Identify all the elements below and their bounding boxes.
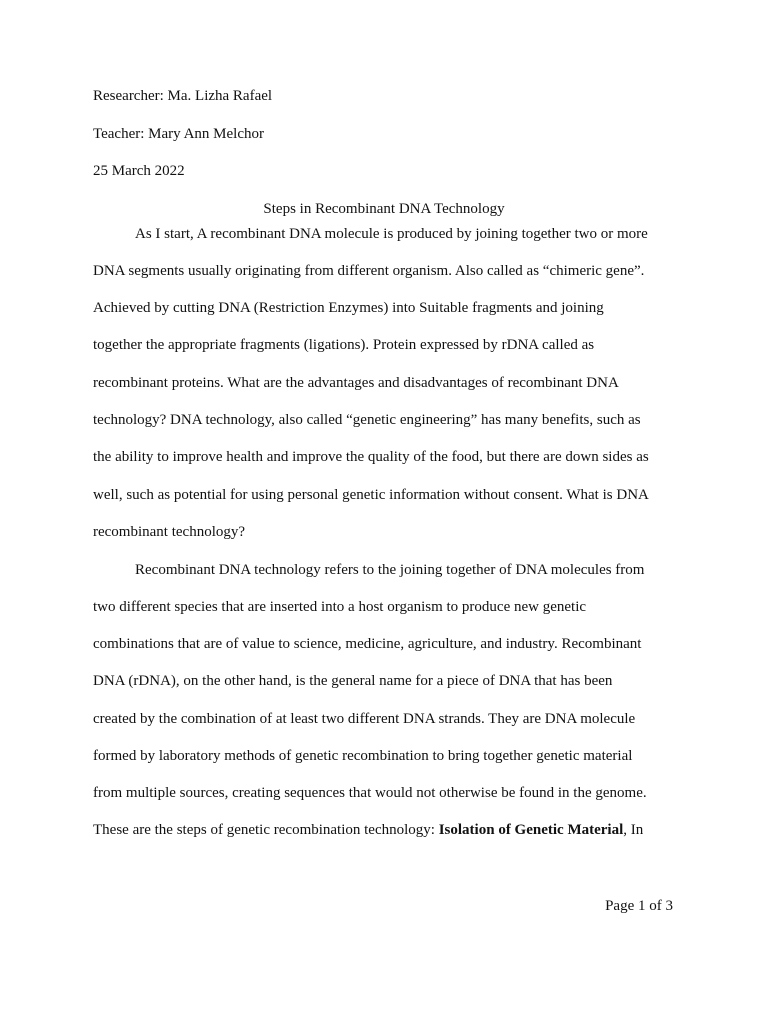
paragraph-line: Achieved by cutting DNA (Restriction Enzymes) into Suitable fragments and joining: [93, 300, 604, 316]
paragraph-line: from multiple sources, creating sequences that would not otherwise be found in the genome.: [93, 785, 647, 801]
paragraph-line: two different species that are inserted into a host organism to produce new genetic: [93, 599, 587, 615]
paragraph-line: DNA (rDNA), on the other hand, is the general name for a piece of DNA that has been: [93, 673, 613, 689]
document-title: Steps in Recombinant DNA Technology: [263, 201, 505, 217]
paragraph-line: formed by laboratory methods of genetic recombination to bring together genetic material: [93, 748, 633, 764]
paragraph-line: together the appropriate fragments (ligations). Protein expressed by rDNA called as: [93, 337, 595, 353]
paragraph-line: recombinant proteins. What are the advantages and disadvantages of recombinant DNA: [93, 375, 619, 391]
paragraph-line: combinations that are of value to science, medicine, agriculture, and industry. Recombinant: [93, 636, 642, 652]
paragraph-line: As I start, A recombinant DNA molecule is produced by joining together two or more: [135, 226, 648, 242]
paragraph-line: DNA segments usually originating from different organism. Also called as “chimeric gene”.: [93, 263, 645, 279]
paragraph-line: the ability to improve health and improve the quality of the food, but there are down sides as: [93, 449, 649, 465]
bold-step-text: Isolation of Genetic Material: [438, 822, 624, 838]
date-line: 25 March 2022: [93, 163, 185, 179]
paragraph-line: Recombinant DNA technology refers to the joining together of DNA molecules from: [135, 562, 645, 578]
paragraph-line: technology? DNA technology, also called “genetic engineering” has many benefits, such as: [93, 412, 641, 428]
researcher-line: Researcher: Ma. Lizha Rafael: [93, 88, 273, 104]
paragraph-line: recombinant technology?: [93, 524, 246, 540]
continuation-text: , In: [623, 822, 644, 838]
steps-intro-text: These are the steps of genetic recombination technology:: [93, 822, 439, 838]
page-number: Page 1 of 3: [605, 898, 673, 914]
paragraph-line: created by the combination of at least two different DNA strands. They are DNA molecule: [93, 711, 636, 727]
teacher-line: Teacher: Mary Ann Melchor: [93, 126, 264, 142]
paragraph-line: well, such as potential for using personal genetic information without consent. What is DNA: [93, 487, 649, 503]
paragraph-last-line: [93, 821, 643, 839]
